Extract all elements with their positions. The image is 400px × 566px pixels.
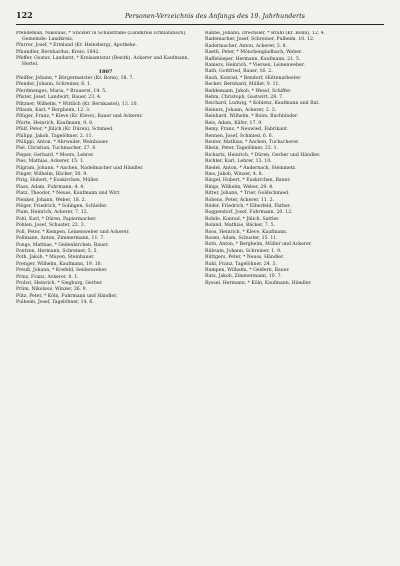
index-entry: Pforte, Heinrich, Kaufmann, 9. 8. xyxy=(16,120,94,126)
index-entry: Rings, Wilhelm, Weber, 29. 4. xyxy=(205,184,274,190)
index-entry: Pinger, Wilhelm, Bäcker, 30. 9. xyxy=(16,172,88,178)
index-entry: Rhein, Peter, Tagelöhner, 23. 1. xyxy=(205,146,278,152)
index-entry: Philipp, Jakob, Tagelöhner, 2. 11. xyxy=(16,133,93,139)
index-entry: Rübsam, Johann, Schreiner, 1. 9. xyxy=(205,248,282,254)
page-number: 122 xyxy=(16,10,33,20)
index-entry: Rehm, Christoph, Gastwirt, 28. 7. xyxy=(205,95,284,101)
index-entry: Riedel, Anton, * Andernach, Steinmetz. xyxy=(205,165,297,171)
left-column xyxy=(16,31,195,561)
index-entry: Rohde, Konrad, * Jülich, Sattler. xyxy=(205,216,280,222)
index-entry: Pfister, Josef, Landwirt, Bauer, 23. 4. xyxy=(16,95,102,101)
index-entry: Rath, Gottfried, Bauer, 16. 2. xyxy=(205,69,273,75)
index-entry: Roland, Mathias, Bäcker, 7. 5. xyxy=(205,223,276,229)
index-entry: Rauh, Konrad, * Bendorf, Hüttenarbeiter. xyxy=(205,75,302,81)
index-entry: Recker, Bernhard, Müller, 9. 11. xyxy=(205,82,280,88)
index-entry: Pferdmenges, Maria, * Brauerei, 14. 5. xyxy=(16,88,107,94)
index-entry: Pfaundler, Bernhardus, Kreis: 1842. xyxy=(16,49,100,55)
index-entry: Pilgram, Johann, * Aachen, Nadelmacher und Händler. xyxy=(16,165,144,171)
right-column xyxy=(205,31,384,561)
page-header xyxy=(16,10,384,25)
index-entry: Robens, Peter, Ackerer, 11. 2. xyxy=(205,197,274,203)
index-entry: Rabbe, Johann, Drechsler, * Brühl (Kr. Bonn), 12. 4. xyxy=(205,31,326,36)
index-entry: Röder, Friedrich, * Elberfeld, Färber. xyxy=(205,203,291,209)
running-title: Personen-Verzeichnis des Anfangs des 19. Jahrhunderts xyxy=(124,13,306,20)
index-entry: Plöger, Friedrich, * Solingen, Schleifer. xyxy=(16,204,108,210)
index-entry: Pfülf, Peter, * Jülich (Kr. Düren), Schmied. xyxy=(16,127,114,133)
index-entry: Preuß, Johann, * Krefeld, Seidenweber. xyxy=(16,268,108,274)
index-entry: Prinz, Franz, Ackerer, 8. 1. xyxy=(16,274,79,280)
index-entry: Richartz, Heinrich, * Düren, Gerber und Händler. xyxy=(205,152,321,158)
index-entry: Ramers, Heinrich, * Viersen, Leinenweber. xyxy=(205,63,305,69)
index-entry: Pollmann, Anton, Zimmermann, 11. 7. xyxy=(16,236,105,242)
index-entry: Pfendeman, Nikolaus, * Stickler in Schulstraße (Landkreis Ermländisch), Gemeinde: Landkreis. xyxy=(16,31,187,42)
index-entry: Roggendorf, Josef, Fuhrmann, 20. 12. xyxy=(205,210,293,216)
index-entry: Reiners, Johann, Ackerer, 2. 3. xyxy=(205,107,277,113)
index-entry: Pirig, Hubert, * Euskirchen, Müller. xyxy=(16,178,100,184)
index-entry: Richter, Karl, Lehrer, 13. 10. xyxy=(205,159,272,165)
index-entry: Philippi, Anton, * Ahrweiler, Weinbauer. xyxy=(16,140,109,145)
index-entry: Plass, Adam, Fuhrmann, 4. 4. xyxy=(16,184,85,190)
index-entry: Pfeffer, Gustav, Landarzt, * Kreisamtsrat (Bezirk), Ackerer und Kaufmann, Hertel. xyxy=(16,56,189,68)
index-entry: Rutz, Jakob, Zimmermann, 10. 7. xyxy=(205,274,282,280)
columns xyxy=(16,31,384,561)
index-entry: Pieper, Gerhard, * Moers, Lehrer. xyxy=(16,152,95,158)
index-entry: Reis, Adam, Küfer, 17. 9. xyxy=(205,120,263,126)
index-entry: Roth, Anton, * Bergheim, Müller und Ackerer. xyxy=(205,242,312,248)
index-entry: Reinhard, Wilhelm, * Bonn, Buchbinder. xyxy=(205,114,299,120)
index-entry: Plenker, Johann, Weber, 18. 2. xyxy=(16,197,86,203)
index-entry: Pontzen, Hermann, Schreiner, 5. 5. xyxy=(16,248,98,254)
year-heading: 1807 xyxy=(98,68,113,75)
index-entry: Ritter, Johann, * Trier, Goldschmied. xyxy=(205,191,290,197)
index-entry: Rosen, Adam, Schuster, 15. 11. xyxy=(205,236,278,241)
index-entry: Pulheim, Josef, Tagelöhner, 14. 6. xyxy=(16,300,94,306)
index-entry: Prüm, Nikolaus, Winzer, 26. 9. xyxy=(16,287,87,293)
index-entry: Rumpen, Wilhelm, * Geldern, Bauer. xyxy=(205,268,290,274)
index-entry: Rennen, Josef, Schmied, 6. 6. xyxy=(205,133,274,139)
index-entry: Pflaum, Karl, * Bergheim, 12. 3. xyxy=(16,107,91,113)
index-entry: Pies, Mathias, Ackerer, 15. 1. xyxy=(16,159,85,165)
index-entry: Probst, Heinrich, * Siegburg, Gerber. xyxy=(16,280,103,286)
index-entry: Piel, Christian, Tuchmacher, 27. 6. xyxy=(16,146,97,152)
index-entry: Pohlen, Josef, Schuster, 22. 3. xyxy=(16,223,86,229)
index-entry: Ries, Jakob, Winzer, 4. 8. xyxy=(205,171,263,177)
index-entry: Reddemann, Jakob, * Wesel, Schiffer. xyxy=(205,88,292,94)
index-entry: Pongs, Mathias, * Geilenkirchen, Bauer. xyxy=(16,242,109,248)
index-entry: Pfitzner, Wilhelm, * Wittlich (Kr. Bernkastel), 13. 10. xyxy=(16,101,138,107)
index-entry: Reuter, Mathias, * Aachen, Tuchscherer. xyxy=(205,139,300,145)
index-entry: Pfeiffer, Johann, * Bürgermeister (Kr. Bonn), 18. 7. xyxy=(16,75,134,81)
index-entry: Remy, Franz, * Neuwied, Fabrikant. xyxy=(205,127,289,133)
index-entry: Roos, Heinrich, * Kleve, Kaufmann. xyxy=(205,229,288,235)
index-entry: Pflüger, Franz, * Kleve (Kr. Kleve), Bauer und Ackerer. xyxy=(16,114,143,120)
index-entry: Pütz, Peter, * Köln, Fuhrmann und Händler. xyxy=(16,293,118,299)
index-entry: Pfarrer, Josef, * Ermland (Kr. Heinsberg), Apotheke. xyxy=(16,43,137,49)
index-entry: Poth, Jakob, * Mayen, Steinhauer. xyxy=(16,255,95,261)
index-entry: Rademacher, Josef, Schreiner, Pulheim, 10. 12. xyxy=(205,37,315,43)
index-entry: Platz, Theodor, * Neuss, Kaufmann und Wirt. xyxy=(16,191,121,197)
index-entry: Prenger, Wilhelm, Kaufmann, 19. 10. xyxy=(16,261,103,267)
index-entry: Ruhl, Franz, Tagelöhner, 24. 3. xyxy=(205,261,277,267)
index-entry: Pfender, Johann, Schreiner, 6. 1. xyxy=(16,82,92,88)
index-entry: Raeth, Peter, * Mönchengladbach, Weber. xyxy=(205,50,303,56)
index-entry: Rüttgers, Peter, * Neuss, Händler. xyxy=(205,255,285,261)
index-entry: Ringel, Hubert, * Euskirchen, Bauer. xyxy=(205,178,291,184)
index-entry: Ryssel, Hermann, * Köln, Kaufmann, Händler. xyxy=(205,280,312,286)
index-entry: Raffelsieper, Hermann, Kaufmann, 21. 5. xyxy=(205,56,301,62)
index-entry: Reichard, Ludwig, * Koblenz, Kaufmann und Rat. xyxy=(205,101,320,107)
index-entry: Pohl, Karl, * Düren, Papiermacher. xyxy=(16,216,97,222)
index-entry: Plum, Heinrich, Ackerer, 7. 12. xyxy=(16,210,89,216)
index-entry: Poll, Peter, * Kempen, Leinenweber und Ackerer. xyxy=(16,229,130,235)
index-entry: Radermacher, Anton, Ackerer, 3. 8. xyxy=(205,43,288,49)
